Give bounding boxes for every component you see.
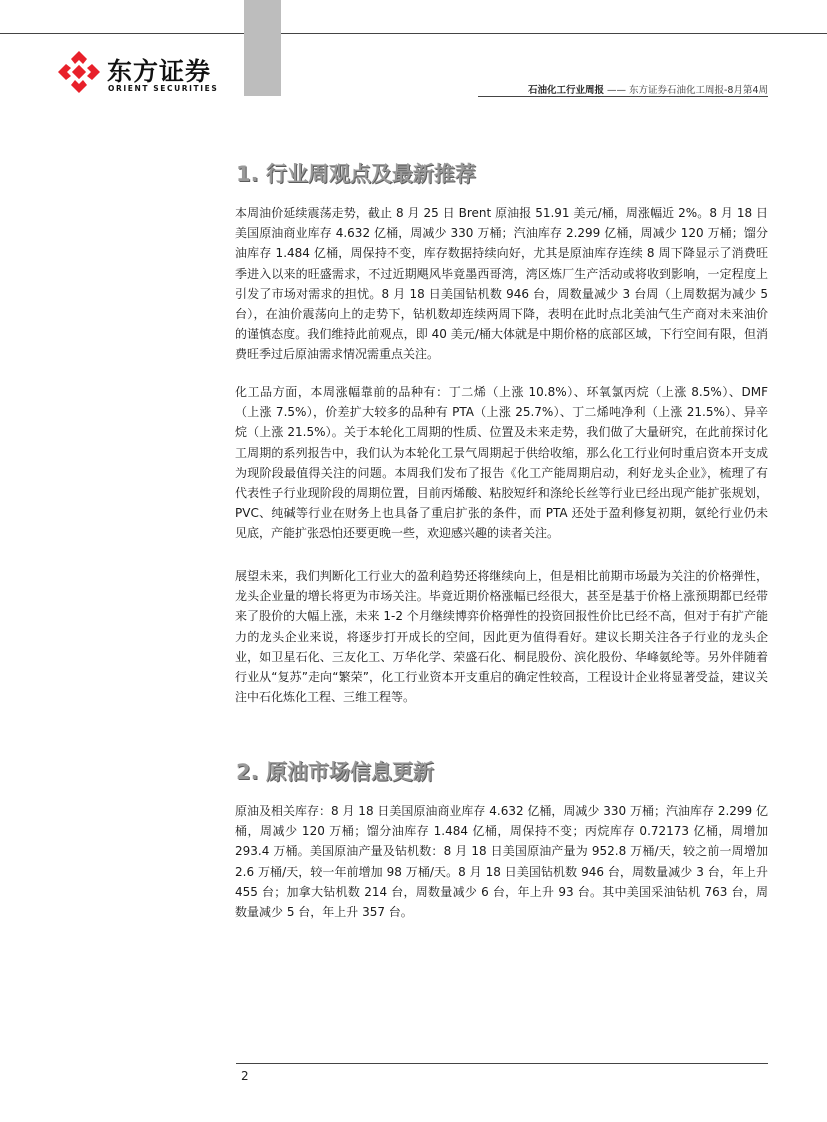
section-2-heading: 2. 原油市场信息更新 (236, 760, 434, 784)
brand-name-en: ORIENT SECURITIES (108, 84, 219, 93)
section-1-paragraph-2: 化工品方面，本周涨幅靠前的品种有：丁二烯（上涨 10.8%）、环氧氯丙烷（上涨 8.5%）、DMF（上涨 7.5%），价差扩大较多的品种有 PTA（上涨 25.7%）、丁二烯吨净利（上涨 21.5%）、异辛烷（上涨 21.5%）。关于本轮化工周期的性质、位置及未来走势，我们做了大量研究，在此前探讨化工周期的系列报告中，我们认为本轮化工景气周期起于供给收缩，那么化工行业何时重启资本开支成为现阶段最值得关注的问题。本周我们发布了报告《化工产能周期启动，利好龙头企业》，梳理了有代表性子行业现阶段的周期位置，目前丙烯酸、粘胶短纤和涤纶长丝等行业已经出现产能扩张规划，PVC、纯碱等行业在财务上也具备了重启扩张的条件，而 PTA 还处于盈利修复初期，氨纶行业仍未见底，产能扩张恐怕还要更晚一些，欢迎感兴趣的读者关注。 (235, 385, 768, 541)
header-separator: —— (606, 85, 626, 96)
header-gray-tab (244, 0, 281, 96)
top-rule (0, 33, 827, 34)
logo-mark-icon (57, 50, 101, 94)
header-rule (478, 96, 768, 97)
report-type: 石油化工行业周报 (527, 85, 604, 96)
orient-securities-logo (57, 50, 227, 94)
section-2-paragraph-1: 原油及相关库存：8 月 18 日美国原油商业库存 4.632 亿桶，周减少 330 万桶；汽油库存 2.299 亿桶，周减少 120 万桶；馏分油库存 1.484 亿桶，周保持不变；丙烷库存 0.72173 亿桶，周增加 293.4 万桶。美国原油产量及钻机数：8 月 18 日美国原油产量为 952.8 万桶/天，较之前一周增加 2.6 万桶/天，较一年前增加 98 万桶/天。8 月 18 日美国钻机数 946 台，周数量减少 3 台，年上升 455 台；加拿大钻机数 214 台，周数量减少 6 台，年上升 93 台。其中美国采油钻机 763 台，周数量减少 5 台，年上升 357 台。 (235, 804, 768, 920)
section-1-heading: 1. 行业周观点及最新推荐 (236, 162, 476, 186)
section-1-paragraph-3: 展望未来，我们判断化工行业大的盈利趋势还将继续向上，但是相比前期市场最为关注的价格弹性，龙头企业量的增长将更为市场关注。毕竟近期价格涨幅已经很大，甚至是基于价格上涨预期都已经带来了股价的大幅上涨，未来 1-2 个月继续博弈价格弹性的投资回报性价比已经不高，但对于有扩产能力的龙头企业来说，将逐步打开成长的空间，因此更为值得看好。建议长期关注各子行业的龙头企业，如卫星石化、三友化工、万华化学、荣盛石化、桐昆股份、滨化股份、华峰氨纶等。另外伴随着行业从“复苏”走向“繁荣”，化工行业资本开支重启的确定性较高，工程设计企业将显著受益，建议关注中石化炼化工程、三维工程等。 (235, 569, 768, 705)
section-1-paragraph-1: 本周油价延续震荡走势，截止 8 月 25 日 Brent 原油报 51.91 美元/桶，周涨幅近 2%。8 月 18 日美国原油商业库存 4.632 亿桶，周减少 330 万桶；汽油库存 2.299 亿桶，周减少 120 万桶；馏分油库存 1.484 亿桶，周保持不变，库存数据持续向好，尤其是原油库存连续 8 周下降显示了消费旺季进入以来的旺盛需求，不过近期飓风毕竟墨西哥湾，湾区炼厂生产活动或将收到影响，一定程度上引发了市场对需求的担忧。8 月 18 日美国钻机数 946 台，周数量减少 3 台周（上周数据为减少 5 台），在油价震荡向上的走势下，钻机数却连续两周下降，表明在此时点北美油气生产商对未来油价的谨慎态度。我们维持此前观点，即 40 美元/桶大体就是中期价格的底部区域，下行空间有限，但消费旺季过后原油需求情况需重点关注。 (235, 206, 768, 362)
footer-rule (236, 1063, 768, 1064)
brand-name-cn: 东方证券 (107, 57, 212, 86)
page-number: 2 (241, 1069, 249, 1083)
report-series: 东方证券石油化工周报-8月第4周 (628, 85, 768, 96)
running-header (478, 82, 768, 96)
